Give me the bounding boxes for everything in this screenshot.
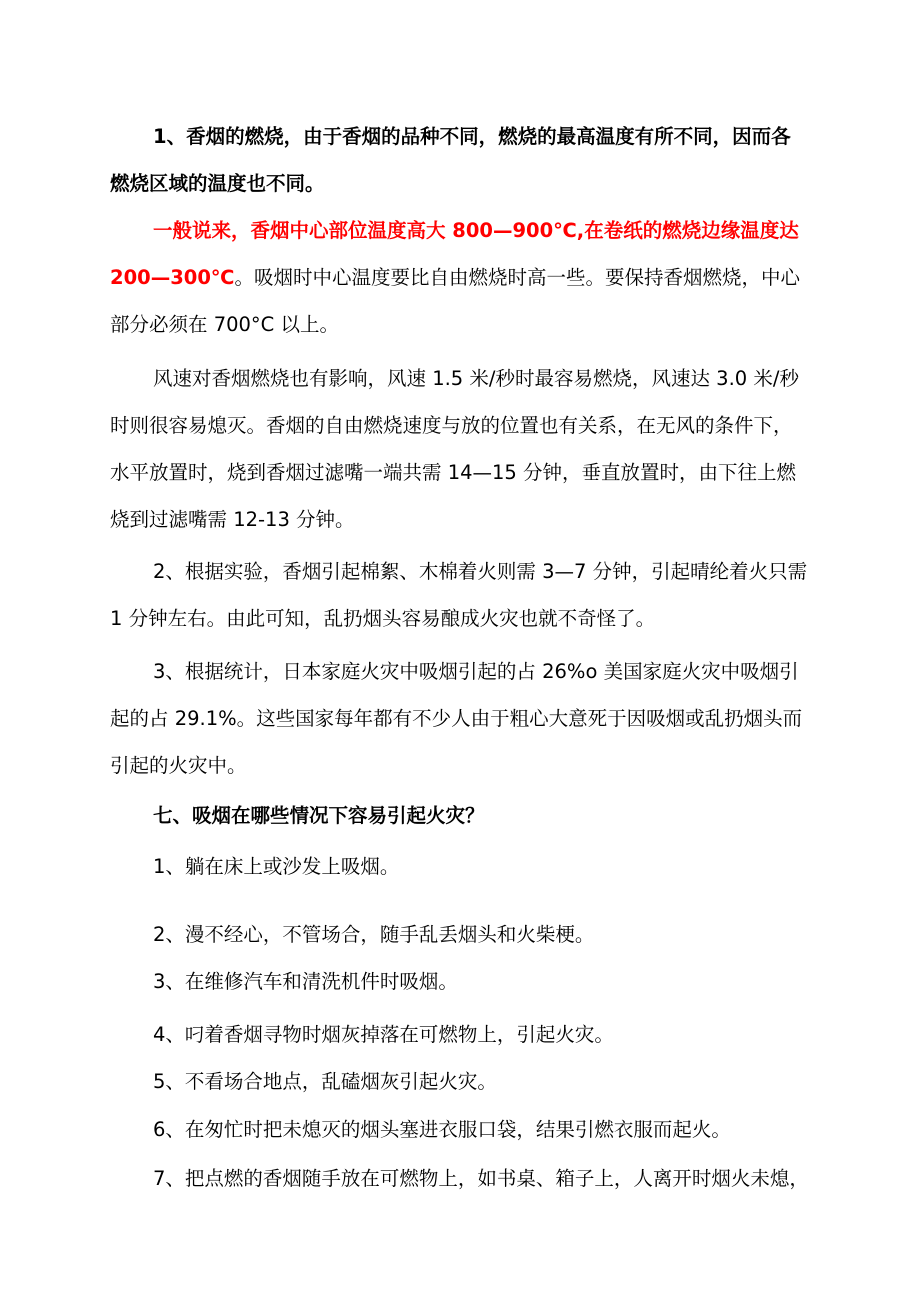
paragraph-experiment — [110, 548, 822, 642]
p2-line3: 部分必须在 700°C 以上。 — [110, 313, 339, 336]
heading7-text: 七、吸烟在哪些情况下容易引起火灾？ — [153, 804, 485, 827]
list-item: 2、漫不经心，不管场合，随手乱丢烟头和火柴梗。 — [153, 923, 595, 946]
paragraph-temperature — [110, 207, 822, 348]
p1-line1: 1、香烟的燃烧，由于香烟的品种不同，燃烧的最高温度有所不同，因而各 — [153, 125, 791, 148]
list-item: 4、叼着香烟寻物时烟灰掉落在可燃物上，引起火灾。 — [153, 1023, 614, 1046]
p3-line2: 时则很容易熄灭。香烟的自由燃烧速度与放的位置也有关系，在无风的条件下， — [110, 414, 793, 437]
p5-line3: 引起的火灾中。 — [110, 754, 247, 777]
list-item: 1、躺在床上或沙发上吸烟。 — [153, 855, 400, 878]
p5-line1: 3、根据统计，日本家庭火灾中吸烟引起的占 26%o 美国家庭火灾中吸烟引 — [153, 660, 799, 683]
p2-rest-line2: 。吸烟时中心温度要比自由燃烧时高一些。要保持香烟燃烧，中心 — [234, 266, 801, 289]
p2-line2 — [110, 254, 822, 301]
paragraph-statistics — [110, 648, 822, 789]
p5-line2: 起的占 29.1%。这些国家每年都有不少人由于粗心大意死于因吸烟或乱扔烟头而 — [110, 707, 803, 730]
p2-red-line1: 一般说来，香烟中心部位温度高大 800—900℃,在卷纸的燃烧边缘温度达 — [153, 219, 799, 242]
section-heading-7 — [110, 792, 822, 839]
list-item: 3、在维修汽车和清洗机件时吸烟。 — [153, 970, 458, 993]
list-item: 7、把点燃的香烟随手放在可燃物上，如书桌、箱子上，人离开时烟火未熄， — [153, 1167, 809, 1190]
p3-line4: 烧到过滤嘴需 12-13 分钟。 — [110, 508, 355, 531]
paragraph-cigarette-burning — [110, 113, 822, 207]
p3-line1: 风速对香烟燃烧也有影响，风速 1.5 米/秒时最容易燃烧，风速达 3.0 米/秒 — [153, 367, 799, 390]
list-item: 5、不看场合地点，乱磕烟灰引起火灾。 — [153, 1070, 497, 1093]
p1-line2: 燃烧区域的温度也不同。 — [110, 172, 325, 195]
p2-red-line2: 200—300℃ — [110, 266, 235, 289]
p4-line1: 2、根据实验，香烟引起棉絮、木棉着火则需 3—7 分钟，引起晴纶着火只需 — [153, 560, 808, 583]
p4-line2: 1 分钟左右。由此可知，乱扔烟头容易酿成火灾也就不奇怪了。 — [110, 607, 656, 630]
p3-line3: 水平放置时，烧到香烟过滤嘴一端共需 14—15 分钟，垂直放置时，由下往上燃 — [110, 461, 797, 484]
paragraph-wind-speed — [110, 355, 822, 543]
list-item: 6、在匆忙时把未熄灭的烟头塞进衣服口袋，结果引燃衣服而起火。 — [153, 1118, 731, 1141]
